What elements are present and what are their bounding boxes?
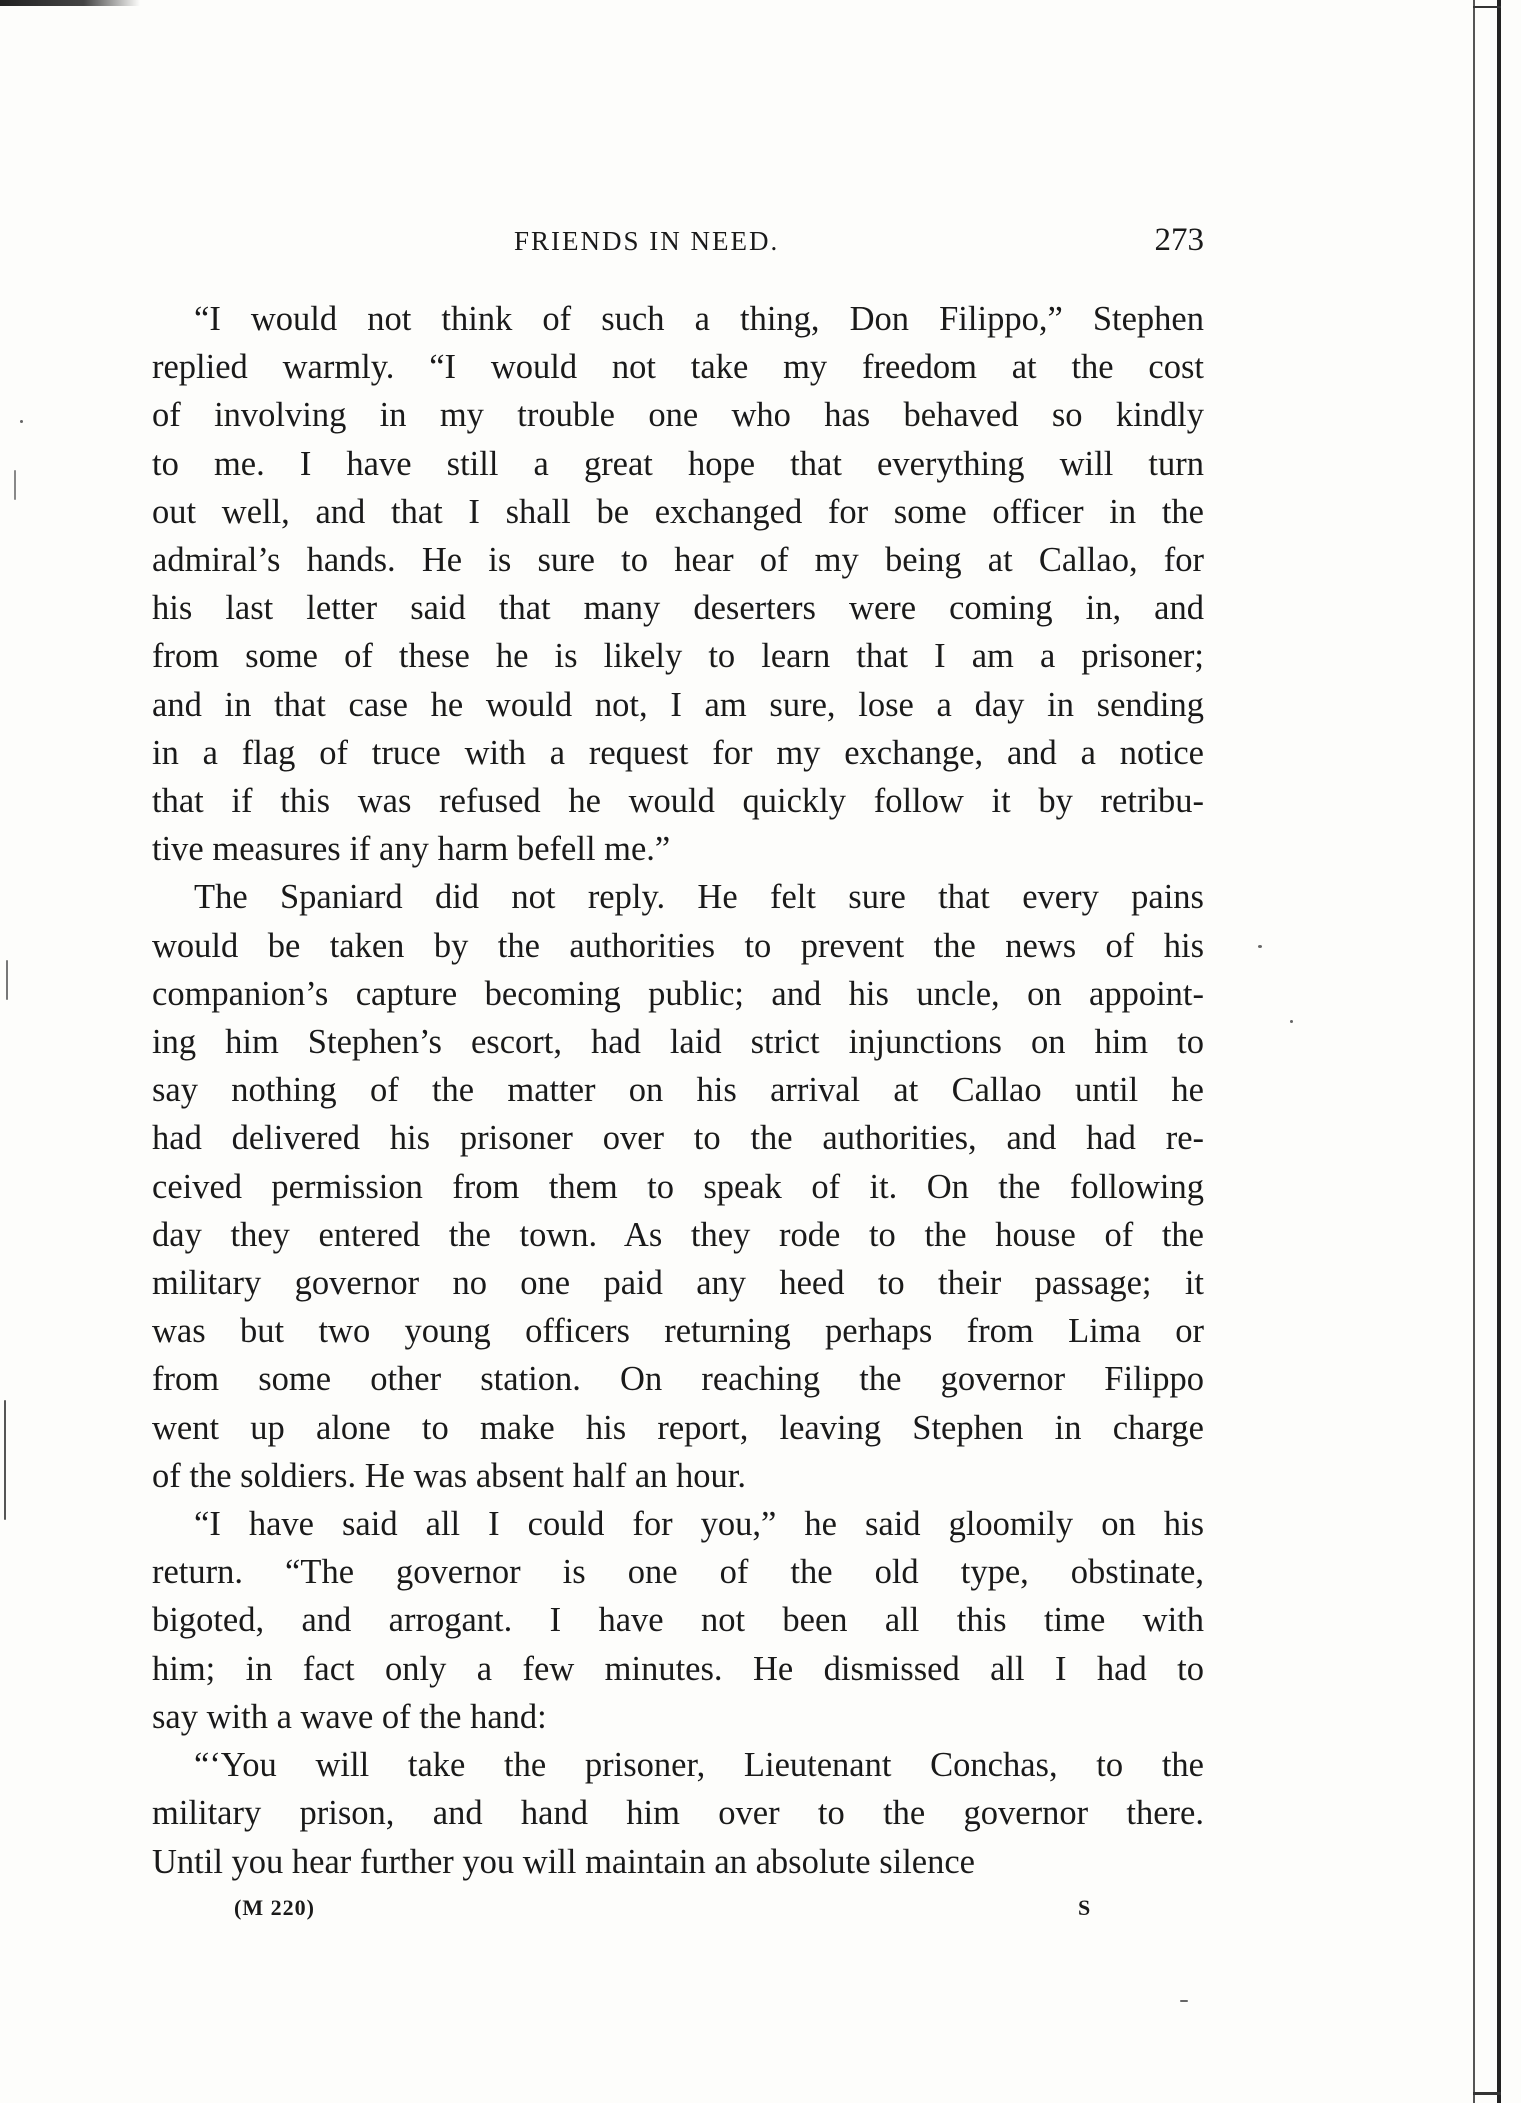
text-line: ing him Stephen’s escort, had laid strict injunctions on him to: [152, 1023, 1204, 1062]
scan-speck: [1180, 2000, 1188, 2002]
text-line: bigoted, and arrogant. I have not been all this time with: [152, 1601, 1204, 1640]
text-line: his last letter said that many deserters were coming in, and: [152, 589, 1204, 628]
paragraph: [152, 1500, 1204, 1741]
binding-edge: [1497, 0, 1501, 2103]
text-line: to me. I have still a great hope that everything will turn: [152, 444, 1204, 483]
text-line: and in that case he would not, I am sure, lose a day in sending: [152, 685, 1204, 724]
scan-speck: [4, 1400, 6, 1520]
text-line: military prison, and hand him over to the governor there.: [152, 1794, 1204, 1833]
text-line: replied warmly. “I would not take my freedom at the cost: [152, 348, 1204, 387]
scan-speck: [14, 470, 16, 500]
text-line: say nothing of the matter on his arrival at Callao until he: [152, 1071, 1204, 1110]
paragraph: [152, 295, 1204, 873]
running-head: FRIENDS IN NEED.: [514, 226, 780, 256]
scan-speck: [6, 960, 8, 1000]
text-line: was but two young officers returning perhaps from Lima or: [152, 1312, 1204, 1351]
binding-corner-top: [1473, 6, 1501, 8]
text-line: Until you hear further you will maintain an absolute silence: [152, 1842, 975, 1881]
text-line: ceived permission from them to speak of it. On the following: [152, 1167, 1204, 1206]
text-line: companion’s capture becoming public; and his uncle, on appoint-: [152, 974, 1204, 1013]
signature-mark: (M 220): [234, 1895, 315, 1920]
text-line: out well, and that I shall be exchanged for some officer in the: [152, 492, 1204, 531]
scan-speck: [1258, 945, 1262, 948]
text-line: return. “The governor is one of the old type, obstinate,: [152, 1553, 1204, 1592]
sheet-letter: S: [1078, 1895, 1091, 1920]
text-line: day they entered the town. As they rode to the house of the: [152, 1215, 1204, 1254]
scan-speck: [1290, 1020, 1293, 1023]
text-line: had delivered his prisoner over to the authorities, and had re-: [152, 1119, 1204, 1158]
text-line: of the soldiers. He was absent half an hour.: [152, 1456, 747, 1495]
text-line: say with a wave of the hand:: [152, 1697, 547, 1736]
scan-edge: [0, 0, 140, 6]
text-line: admiral’s hands. He is sure to hear of my being at Callao, for: [152, 541, 1204, 580]
text-line: of involving in my trouble one who has behaved so kindly: [152, 396, 1204, 435]
text-line: in a flag of truce with a request for my exchange, and a notice: [152, 733, 1204, 772]
paragraph: [152, 1741, 1204, 1886]
text-line: “‘You will take the prisoner, Lieutenant Conchas, to the: [194, 1746, 1204, 1785]
text-line: “I would not think of such a thing, Don Filippo,” Stephen: [194, 300, 1204, 338]
page-footer: [152, 1895, 1204, 1935]
text-line: military governor no one paid any heed to their passage; it: [152, 1264, 1204, 1303]
text-line: from some of these he is likely to learn that I am a prisoner;: [152, 637, 1204, 676]
text-line: would be taken by the authorities to prevent the news of his: [152, 926, 1204, 965]
binding-corner-bottom: [1473, 2092, 1501, 2095]
page-header: [184, 222, 1204, 272]
text-line: from some other station. On reaching the governor Filippo: [152, 1360, 1204, 1399]
page-number: 273: [1154, 222, 1204, 258]
text-line: him; in fact only a few minutes. He dismissed all I had to: [152, 1649, 1204, 1688]
text-line: “I have said all I could for you,” he said gloomily on his: [194, 1505, 1204, 1544]
scan-speck: [20, 420, 23, 423]
text-line: The Spaniard did not reply. He felt sure that every pains: [194, 878, 1204, 917]
paragraph: [152, 873, 1204, 1500]
text-line: tive measures if any harm befell me.”: [152, 830, 671, 869]
text-line: went up alone to make his report, leaving Stephen in charge: [152, 1408, 1204, 1447]
text-line: that if this was refused he would quickly follow it by retribu-: [152, 782, 1204, 821]
body-text: [152, 295, 1204, 1886]
binding-edge-inner: [1473, 0, 1475, 2103]
